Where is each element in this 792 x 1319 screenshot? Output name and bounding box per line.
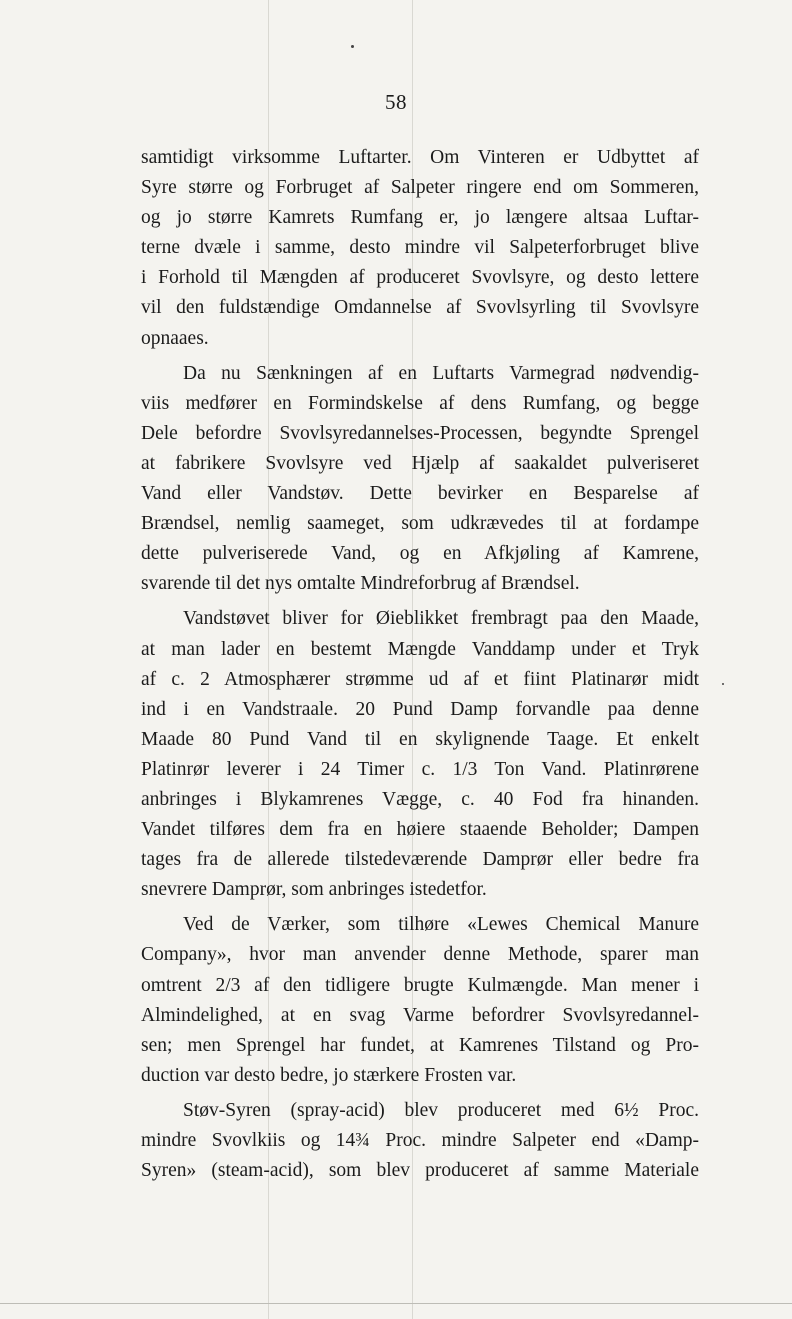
text-line: Platinrør leverer i 24 Timer c. 1/3 Ton Vand. Platinrørene: [141, 758, 699, 780]
text-line: Maade 80 Pund Vand til en skylignende Taage. Et enkelt: [141, 728, 699, 750]
text-line: viis medfører en Formindskelse af dens Rumfang, og begge: [141, 392, 699, 414]
paragraph: [141, 604, 699, 905]
text-line: Almindelighed, at en svag Varme befordrer Svovlsyredannel-: [141, 1004, 699, 1026]
text-line: svarende til det nys omtalte Mindreforbrug af Brændsel.: [141, 573, 580, 595]
text-line: anbringes i Blykamrenes Vægge, c. 40 Fod fra hinanden.: [141, 788, 699, 810]
text-line: sen; men Sprengel har fundet, at Kamrenes Tilstand og Pro-: [141, 1034, 699, 1056]
text-line: tages fra de allerede tilstedeværende Damprør eller bedre fra: [141, 849, 699, 871]
text-line: duction var desto bedre, jo stærkere Frosten var.: [141, 1064, 517, 1086]
text-line: omtrent 2/3 af den tidligere brugte Kulmængde. Man mener i: [141, 974, 699, 996]
paragraph: [141, 1096, 699, 1186]
text-line: at man lader en bestemt Mængde Vanddamp under et Tryk: [141, 638, 699, 660]
text-line: Dele befordre Svovlsyredannelses-Processen, begyndte Sprengel: [141, 422, 699, 444]
text-line: Syre større og Forbruget af Salpeter ringere end om Sommeren,: [141, 177, 699, 199]
text-line: samtidigt virksomme Luftarter. Om Vinteren er Udbyttet af: [141, 147, 699, 168]
text-line: Støv-Syren (spray-acid) blev produceret med 6½ Proc.: [183, 1099, 699, 1121]
text-line: vil den fuldstændige Omdannelse af Svovlsyrling til Svovlsyre: [141, 297, 699, 319]
text-line: i Forhold til Mængden af produceret Svovlsyre, og desto lettere: [141, 267, 699, 289]
text-line: Vandstøvet bliver for Øieblikket frembragt paa den Maade,: [183, 608, 699, 630]
text-line: mindre Svovlkiis og 14¾ Proc. mindre Salpeter end «Damp-: [141, 1130, 699, 1151]
body-text: [141, 143, 699, 1186]
text-line: at fabrikere Svovlsyre ved Hjælp af saakaldet pulveriseret: [141, 452, 699, 474]
text-line: Da nu Sænkningen af en Luftarts Varmegrad nødvendig-: [183, 362, 699, 384]
ink-speck: [351, 45, 354, 48]
text-line: ind i en Vandstraale. 20 Pund Damp forvandle paa denne: [141, 698, 699, 720]
page-number: 58: [385, 90, 407, 114]
text-line: Brændsel, nemlig saameget, som udkrævedes til at fordampe: [141, 513, 699, 535]
paragraph: [141, 143, 699, 354]
text-line: opnaaes.: [141, 327, 209, 349]
text-line: Syren» (steam-acid), som blev produceret af samme Materiale: [141, 1160, 699, 1182]
paragraph: [141, 359, 699, 600]
text-line: Vandet tilføres dem fra en høiere staaende Beholder; Dampen: [141, 819, 699, 841]
ink-speck: [722, 683, 724, 685]
text-line: Ved de Værker, som tilhøre «Lewes Chemical Manure: [183, 914, 699, 936]
text-line: Company», hvor man anvender denne Methode, sparer man: [141, 944, 699, 966]
text-line: snevrere Damprør, som anbringes istedetfor.: [141, 879, 487, 901]
text-line: og jo større Kamrets Rumfang er, jo længere altsaa Luftar-: [141, 207, 699, 229]
text-line: dette pulveriserede Vand, og en Afkjøling af Kamrene,: [141, 543, 699, 565]
text-line: Vand eller Vandstøv. Dette bevirker en Besparelse af: [141, 483, 699, 505]
text-line: af c. 2 Atmosphærer strømme ud af et fiint Platinarør midt: [141, 668, 699, 690]
text-line: terne dvæle i samme, desto mindre vil Salpeterforbruget blive: [141, 237, 699, 259]
page-edge-rule: [0, 1303, 792, 1304]
paragraph: [141, 910, 699, 1091]
